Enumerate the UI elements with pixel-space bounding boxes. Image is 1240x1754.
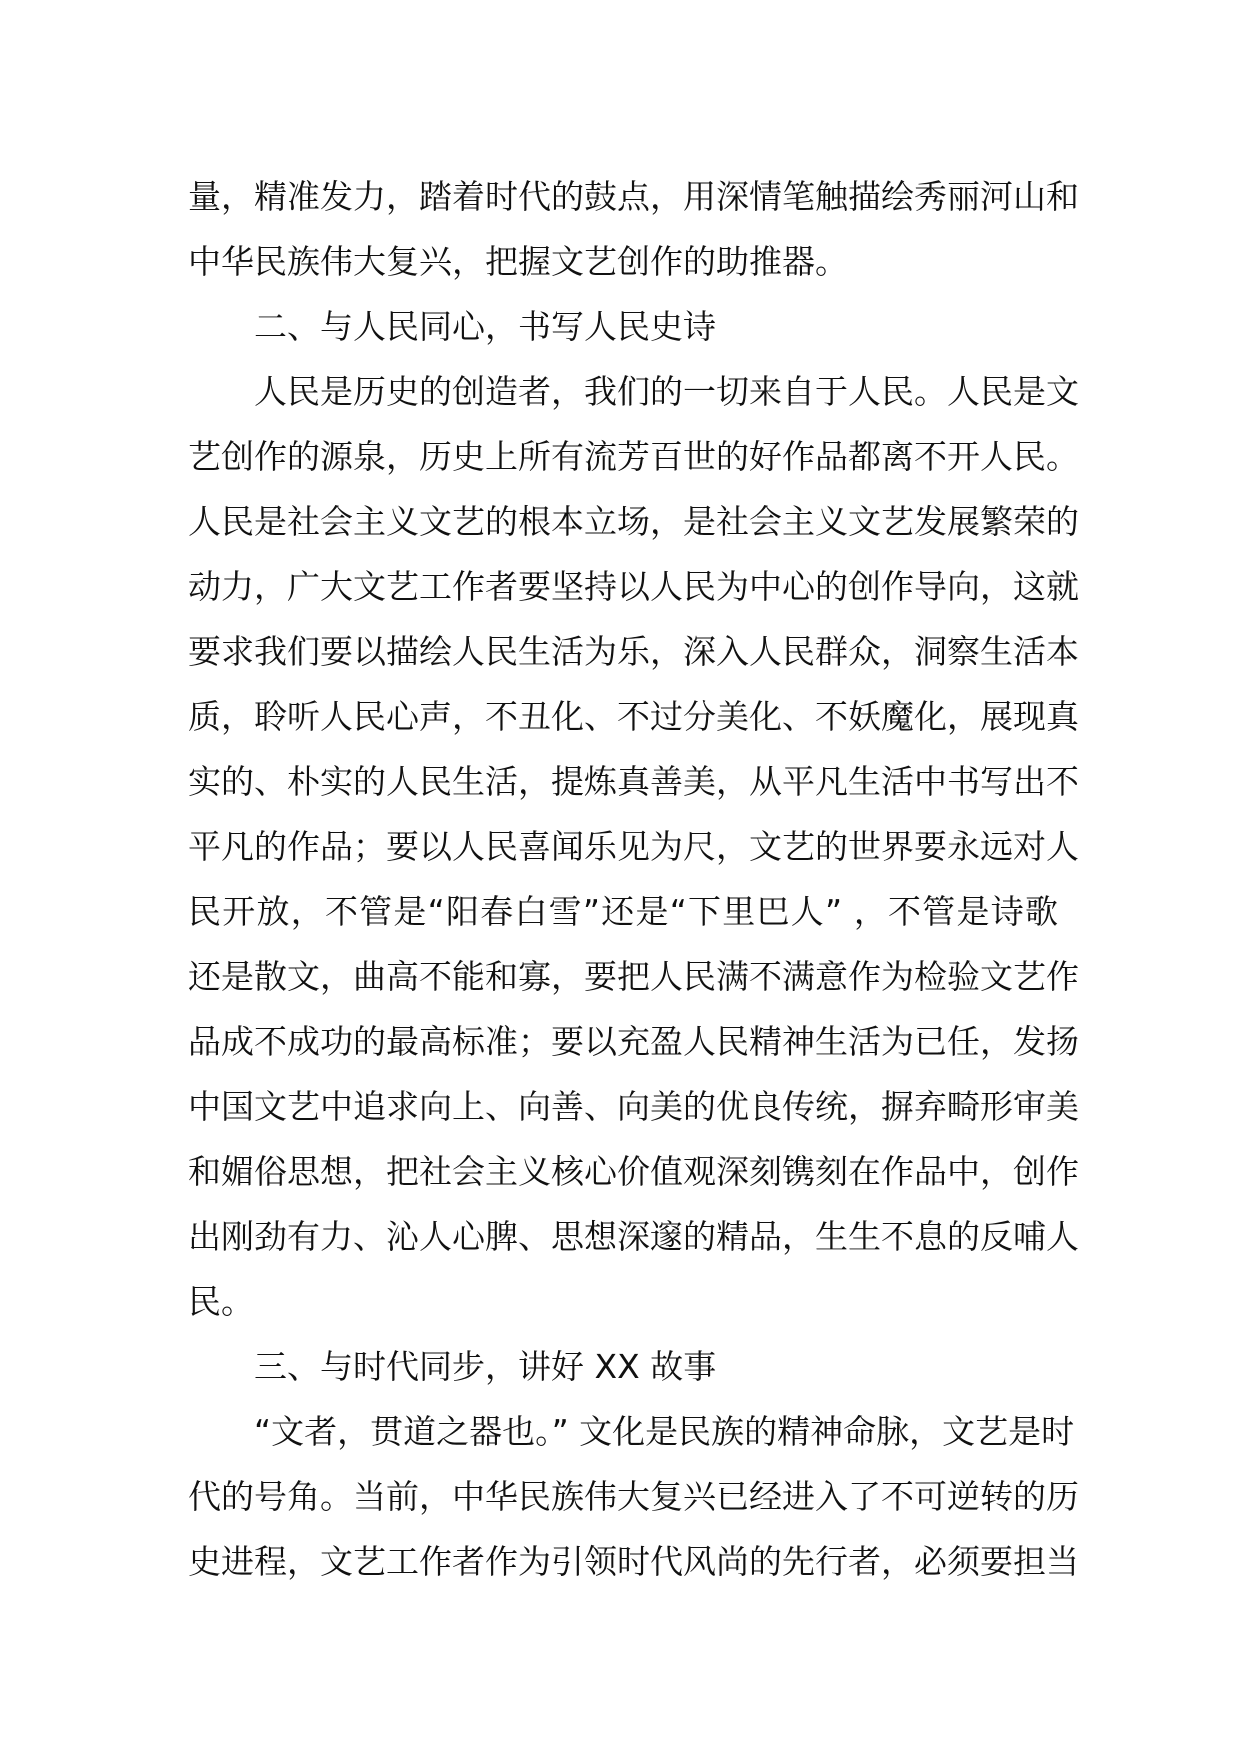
paragraph-line: 量，精准发力，踏着时代的鼓点，用深情笔触描绘秀丽河山和 bbox=[188, 177, 1079, 216]
paragraph-line: 艺创作的源泉，历史上所有流芳百世的好作品都离不开人民。 bbox=[188, 437, 1079, 476]
paragraph-line: 品成不成功的最高标准；要以充盈人民精神生活为已任，发扬 bbox=[188, 1022, 1079, 1061]
paragraph-line: 人民是历史的创造者，我们的一切来自于人民。人民是文 bbox=[254, 372, 1079, 411]
paragraph-line: 还是散文，曲高不能和寡，要把人民满不满意作为检验文艺作 bbox=[188, 957, 1079, 996]
document-body bbox=[188, 164, 1079, 1594]
paragraph-line: 质，聆听人民心声，不丑化、不过分美化、不妖魔化，展现真 bbox=[188, 697, 1079, 736]
paragraph-line: 动力，广大文艺工作者要坚持以人民为中心的创作导向，这就 bbox=[188, 567, 1079, 606]
paragraph-line: 史进程，文艺工作者作为引领时代风尚的先行者，必须要担当 bbox=[188, 1542, 1079, 1581]
paragraph-line: 民开放，不管是“阳春白雪”还是“下里巴人” ，不管是诗歌 bbox=[188, 892, 1058, 931]
paragraph-line: 人民是社会主义文艺的根本立场，是社会主义文艺发展繁荣的 bbox=[188, 502, 1079, 541]
paragraph-line: 中华民族伟大复兴，把握文艺创作的助推器。 bbox=[188, 242, 848, 281]
paragraph-line: 中国文艺中追求向上、向善、向美的优良传统，摒弃畸形审美 bbox=[188, 1087, 1079, 1126]
paragraph-line: 出刚劲有力、沁人心脾、思想深邃的精品，生生不息的反哺人 bbox=[188, 1217, 1079, 1256]
paragraph-line: 和媚俗思想，把社会主义核心价值观深刻镌刻在作品中，创作 bbox=[188, 1152, 1079, 1191]
paragraph-line: 代的号角。当前，中华民族伟大复兴已经进入了不可逆转的历 bbox=[188, 1477, 1079, 1516]
paragraph-line: “文者，贯道之器也。” 文化是民族的精神命脉，文艺是时 bbox=[254, 1412, 1075, 1451]
section-heading: 三、与时代同步，讲好 XX 故事 bbox=[254, 1347, 717, 1386]
paragraph-line: 民。 bbox=[188, 1282, 254, 1321]
paragraph-line: 要求我们要以描绘人民生活为乐，深入人民群众，洞察生活本 bbox=[188, 632, 1079, 671]
paragraph-line: 平凡的作品；要以人民喜闻乐见为尺，文艺的世界要永远对人 bbox=[188, 827, 1079, 866]
section-heading: 二、与人民同心，书写人民史诗 bbox=[254, 307, 716, 346]
paragraph-line: 实的、朴实的人民生活，提炼真善美，从平凡生活中书写出不 bbox=[188, 762, 1079, 801]
